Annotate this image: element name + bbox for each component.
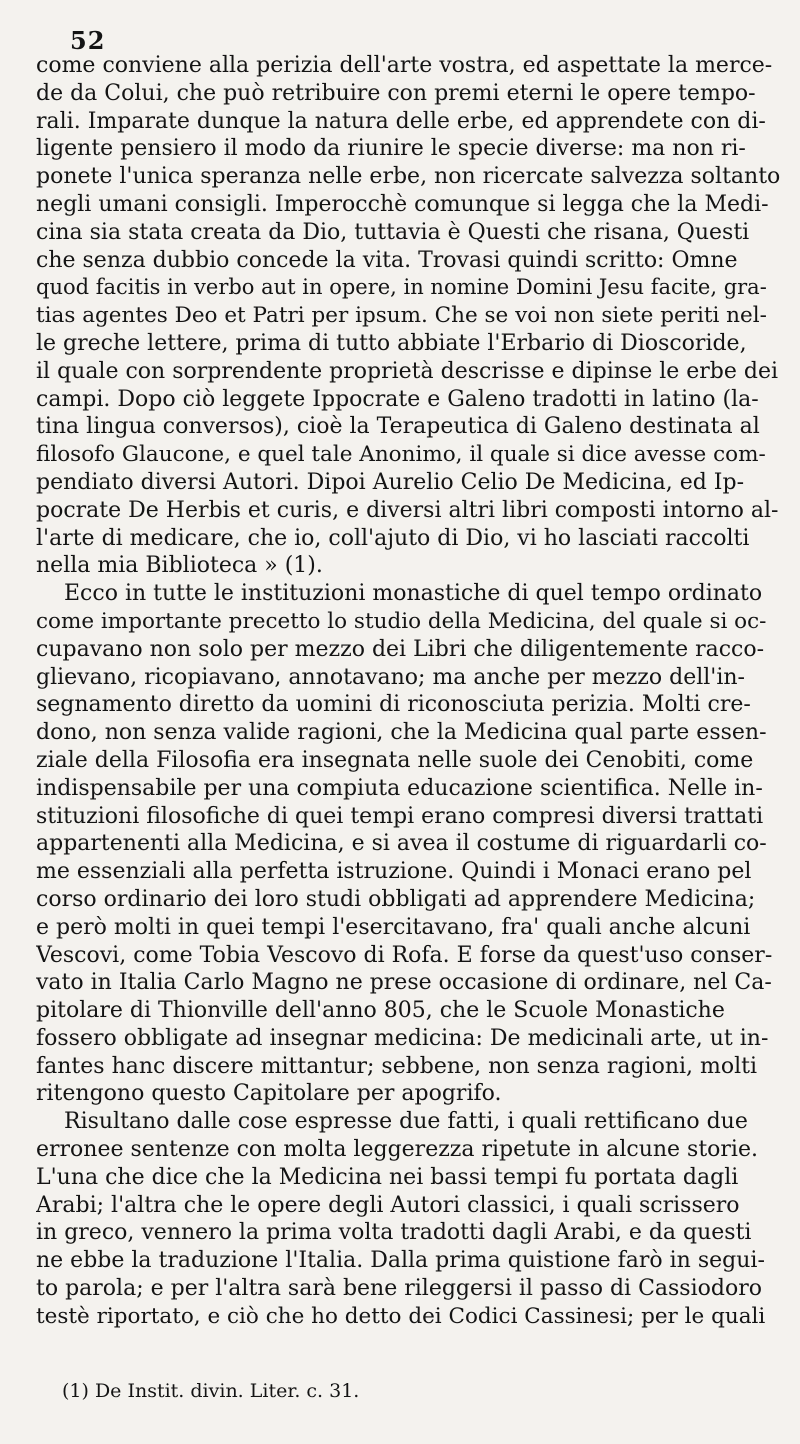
text-line: fantes hanc discere mittantur; sebbene, non senza ragioni, molti <box>36 1053 758 1079</box>
text-line: e però molti in quei tempi l'esercitavano, fra' quali anche alcuni <box>36 914 751 940</box>
text-line: testè riportato, e ciò che ho detto dei Codici Cassinesi; per le quali <box>36 1303 766 1329</box>
paragraph-start-line: Ecco in tutte le instituzioni monastiche di quel tempo ordinato <box>64 581 763 607</box>
text-line: pendiato diversi Autori. Dipoi Aurelio Celio De Medicina, ed Ip- <box>36 469 745 495</box>
text-line: pocrate De Herbis et curis, e diversi altri libri composti intorno al- <box>36 497 779 523</box>
text-line: nella mia Biblioteca » (1). <box>36 553 323 579</box>
text-line: le greche lettere, prima di tutto abbiate l'Erbario di Dioscoride, <box>36 330 747 356</box>
text-line: ne ebbe la traduzione l'Italia. Dalla prima quistione farò in segui- <box>36 1248 765 1274</box>
text-line: il quale con sorprendente proprietà descrisse e dipinse le erbe dei <box>36 358 779 384</box>
text-line: campi. Dopo ciò leggete Ippocrate e Galeno tradotti in latino (la- <box>36 386 759 412</box>
footnote: (1) De Instit. divin. Liter. c. 31. <box>62 1380 360 1402</box>
text-line: come importante precetto lo studio della Medicina, del quale si oc- <box>36 608 767 634</box>
text-line: cupavano non solo per mezzo dei Libri che diligentemente racco- <box>36 636 765 662</box>
text-line: tina lingua conversos), cioè la Terapeutica di Galeno destinata al <box>36 414 760 440</box>
text-line: Vescovi, come Tobia Vescovo di Rofa. E forse da quest'uso conser- <box>36 942 773 968</box>
text-line: glievano, ricopiavano, annotavano; ma anche per mezzo dell'in- <box>36 664 745 690</box>
text-line: filosofo Glaucone, e quel tale Anonimo, il quale si dice avesse com- <box>36 442 766 468</box>
text-line: fossero obbligate ad insegnar medicina: De medicinali arte, ut in- <box>36 1025 769 1051</box>
text-line: che senza dubbio concede la vita. Trovasi quindi scritto: Omne <box>36 247 738 273</box>
text-line: ponete l'unica speranza nelle erbe, non ricercate salvezza soltanto <box>36 164 780 190</box>
paragraph-start-line: Risultano dalle cose espresse due fatti, i quali rettificano due <box>64 1109 748 1135</box>
text-line: indispensabile per una compiuta educazione scientifica. Nelle in- <box>36 775 763 801</box>
text-line: rali. Imparate dunque la natura delle erbe, ed apprendete con di- <box>36 108 766 134</box>
text-line: l'arte di medicare, che io, coll'ajuto di Dio, vi ho lasciati raccolti <box>36 525 750 551</box>
text-line: dono, non senza valide ragioni, che la Medicina qual parte essen- <box>36 720 767 746</box>
text-line: erronee sentenze con molta leggerezza ripetute in alcune storie. <box>36 1137 758 1163</box>
text-line: vato in Italia Carlo Magno ne prese occasione di ordinare, nel Ca- <box>36 970 772 996</box>
text-line: quod facitis in verbo aut in opere, in nomine Domini Jesu facite, gra- <box>36 275 767 300</box>
text-line: cina sia stata creata da Dio, tuttavia è Questi che risana, Questi <box>36 219 750 245</box>
text-line: ritengono questo Capitolare per apogrifo. <box>36 1081 502 1107</box>
text-line: pitolare di Thionville dell'anno 805, che le Scuole Monastiche <box>36 998 725 1024</box>
text-line: ziale della Filosofia era insegnata nelle suole dei Cenobiti, come <box>36 747 754 773</box>
page-number: 52 <box>70 26 106 55</box>
text-line: stituzioni filosofiche di quei tempi erano compresi diversi trattati <box>36 803 764 829</box>
text-line: appartenenti alla Medicina, e si avea il costume di riguardarli co- <box>36 831 767 857</box>
text-line: L'una che dice che la Medicina nei bassi tempi fu portata dagli <box>36 1164 739 1190</box>
text-line: in greco, vennero la prima volta tradotti dagli Arabi, e da questi <box>36 1220 752 1246</box>
text-line: negli umani consigli. Imperocchè comunque si legga che la Medi- <box>36 191 769 217</box>
text-line: Arabi; l'altra che le opere degli Autori classici, i quali scrissero <box>36 1192 740 1218</box>
text-line: ligente pensiero il modo da riunire le specie diverse: ma non ri- <box>36 136 746 162</box>
text-line: come conviene alla perizia dell'arte vostra, ed aspettate la merce- <box>36 53 773 78</box>
text-line: segnamento diretto da uomini di riconosciuta perizia. Molti cre- <box>36 692 751 718</box>
text-line: me essenziali alla perfetta istruzione. Quindi i Monaci erano pel <box>36 859 752 885</box>
text-line: tias agentes Deo et Patri per ipsum. Che se voi non siete periti nel- <box>36 303 767 329</box>
text-line: corso ordinario dei loro studi obbligati ad apprendere Medicina; <box>36 886 756 912</box>
body-text <box>36 52 780 1331</box>
text-line: to parola; e per l'altra sarà bene rileggersi il passo di Cassiodoro <box>36 1276 762 1302</box>
text-line: de da Colui, che può retribuire con premi eterni le opere tempo- <box>36 80 756 106</box>
